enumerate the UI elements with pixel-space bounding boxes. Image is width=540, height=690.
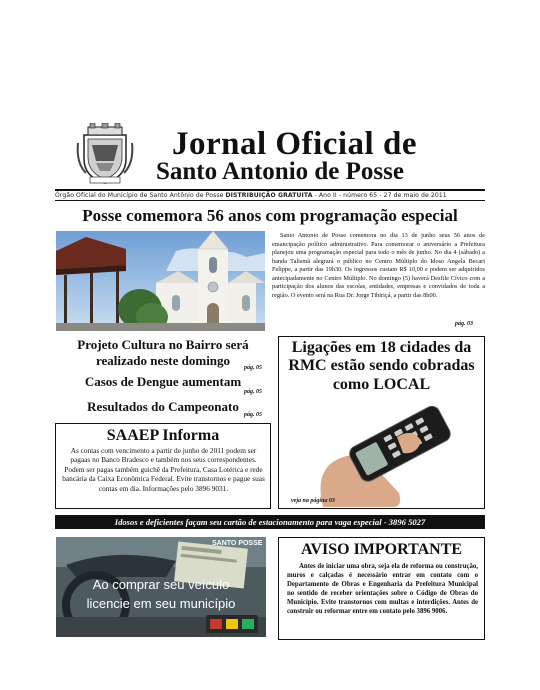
saaep-info-box bbox=[55, 423, 271, 509]
masthead-title: Jornal Oficial de bbox=[172, 126, 417, 162]
masthead-rule bbox=[55, 189, 485, 191]
teaser-page-ref: pág. 05 bbox=[244, 389, 262, 395]
masthead-subtitle: Santo Antonio de Posse bbox=[156, 158, 404, 185]
vehicle-ad-text bbox=[56, 576, 266, 614]
aviso-body: Antes de iniciar uma obra, seja ela de reforma ou construção, muros e calçadas é necessário entrar em contato com o Departamento de Obras e Engenharia da Prefeitura Municipal no sentido de receber orientações sobre o Código de Obras do Município. Evite transtornos com multas e interdições. Antes de construir ou reformar entre em contato pelo 3896 9006. bbox=[287, 563, 478, 615]
vehicle-licensing-ad bbox=[56, 537, 266, 637]
aviso-importante-box bbox=[278, 537, 485, 640]
parking-card-banner: Idosos e deficientes façam seu cartão de estacionamento para vaga especial - 3896 5027 bbox=[55, 515, 485, 529]
municipal-crest-icon bbox=[76, 123, 134, 185]
vehicle-ad-line2: licencie em seu município bbox=[86, 595, 236, 611]
phone-calls-box bbox=[278, 336, 485, 509]
main-headline: Posse comemora 56 anos com programação especial bbox=[82, 206, 458, 225]
anniversary-article: Santo Antonio de Posse comemora no dia 13 de junho seus 56 anos de emancipação político administrativo. Para comemorar o aniversário a Prefeitura planejou uma programação especial para todo o mês de junho. No dia 4 (sábado) a banda Talismã alegrará o público no Centro Múltiplo do Idoso Angela Becari Felippe, a partir das 19h30. Os ingressos custam R$ 10,00 e podem ser adquiridos antecipadamente no Centro Múltiplo. No domingo (5) haverá Desfile Cívico com a participação dos alunos das escolas, entidades, empresas e convidados de toda a região. O evento será na Rua Dr. Jorge Tibiriçá, a partir das 8h00. bbox=[272, 232, 485, 299]
saaep-title: SAAEP Informa bbox=[106, 427, 220, 444]
teaser-page-ref: pág. 05 bbox=[244, 365, 262, 371]
teaser-campeonato: Resultados do Campeonato bbox=[87, 399, 239, 414]
posse-logo: SANTO POSSE bbox=[212, 540, 263, 547]
masthead-info-line bbox=[55, 192, 485, 199]
info-edition: - Ano II - número 65 - 27 de maio de 2011 bbox=[314, 192, 447, 199]
phone-calls-headline: Ligações em 18 cidades da RMC estão sendo cobradas como LOCAL bbox=[288, 339, 475, 393]
teaser-dengue: Casos de Dengue aumentam bbox=[84, 374, 242, 389]
masthead-rule-bottom bbox=[55, 200, 485, 201]
phone-in-hand-icon bbox=[313, 397, 463, 507]
info-prefix: Órgão Oficial do Município de Santo Antônio de Posse bbox=[55, 192, 224, 199]
phone-page-ref: veja na página 03 bbox=[291, 498, 335, 504]
saaep-body: As contas com vencimento a partir de junho de 2011 podem ser pagaas no Banco Bradesco e também nos seus correspondentes. Podem ser pagas também guichê da Prefeitura, Casa Lotérica e rede bancária da Caixa Econômica Federal. Evite transtornos e pague suas contas em dia. Informações pelo 3896 9031. bbox=[62, 446, 265, 493]
teaser-cultura-no-bairro: Projeto Cultura no Bairro será realizado neste domingo bbox=[77, 337, 249, 368]
vehicle-ad-line1: Ao comprar seu veículo bbox=[92, 577, 230, 592]
info-distribution: DISTRIBUIÇÃO GRATUITA bbox=[225, 192, 313, 199]
church-photo bbox=[56, 231, 265, 331]
article-page-ref: pág. 03 bbox=[455, 321, 473, 327]
teaser-page-ref: pág. 05 bbox=[244, 412, 262, 418]
aviso-title: AVISO IMPORTANTE bbox=[300, 541, 463, 558]
